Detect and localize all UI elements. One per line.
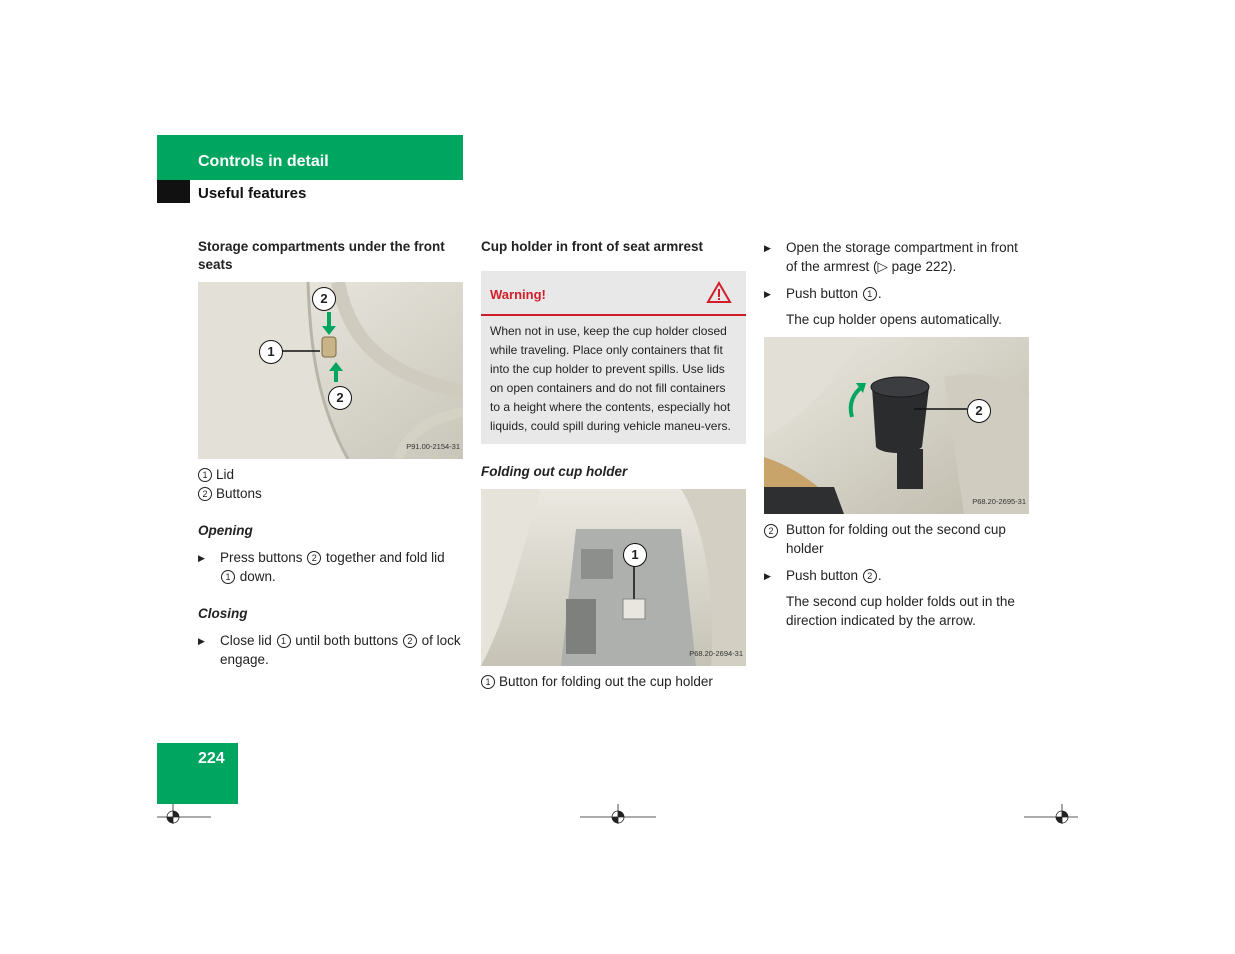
- warning-header: [481, 271, 746, 316]
- cupholder-figure: [481, 489, 746, 666]
- legend-item: 1 Lid: [198, 465, 463, 484]
- figure-code: P68.20-2694-31: [689, 649, 743, 658]
- legend-item: 2 Buttons: [198, 484, 463, 503]
- registration-mark-icon: [1024, 802, 1078, 824]
- step-push-button-1: ▶ Push button 1 .: [764, 284, 1029, 303]
- step-open-compartment: ▶ Open the storage compartment in front of the armrest (▷ page 222).: [764, 238, 1029, 276]
- closing-title: Closing: [198, 606, 248, 621]
- opening-title: Opening: [198, 523, 253, 538]
- callout-1: 1: [623, 543, 647, 567]
- callout-1: 1: [259, 340, 283, 364]
- registration-mark-icon: [580, 802, 656, 824]
- step-push-button-2: ▶ Push button 2 .: [764, 566, 1029, 585]
- warning-triangle-icon: [706, 281, 732, 304]
- cupholder-illustration: [764, 337, 1029, 514]
- storage-heading: Storage compartments under the front seats: [198, 239, 445, 272]
- armrest-illustration: [481, 489, 746, 666]
- registration-mark-icon: [157, 802, 211, 824]
- cupholder-heading: Cup holder in front of seat armrest: [481, 239, 704, 254]
- closing-step: ▶ Close lid 1 until both buttons 2 of lock engage.: [198, 631, 463, 669]
- second-cupholder-legend: 2 Button for folding out the second cup holder: [764, 520, 1029, 558]
- cupholder-legend: 1 Button for folding out the cup holder: [481, 672, 746, 691]
- callout-2: 2: [967, 399, 991, 423]
- second-cupholder-figure: [764, 337, 1029, 514]
- result-folds-out: The second cup holder folds out in the direction indicated by the arrow.: [786, 594, 1015, 628]
- result-opens: The cup holder opens automatically.: [786, 312, 1002, 327]
- storage-figure: [198, 282, 463, 459]
- page-number: 224: [198, 750, 225, 767]
- folding-title: Folding out cup holder: [481, 464, 628, 479]
- figure-code: P91.00-2154-31: [406, 442, 460, 451]
- callout-2-bottom: 2: [328, 386, 352, 410]
- warning-box: [481, 271, 746, 444]
- column-storage: [198, 238, 463, 669]
- section-title: Controls in detail: [198, 153, 329, 170]
- opening-step: ▶ Press buttons 2 together and fold lid 1 down.: [198, 548, 463, 586]
- callout-2-top: 2: [312, 287, 336, 311]
- warning-text: When not in use, keep the cup holder closed while traveling. Place only containers that fit into the cup holder to prevent spills. Use lids on open containers and do not fill containers to a height where the contents, especially hot liquids, could spill during vehicle maneu-vers.: [490, 324, 731, 433]
- warning-title: Warning!: [490, 287, 546, 302]
- storage-legend: [198, 465, 463, 503]
- column-steps: [764, 238, 1029, 630]
- figure-code: P68.20-2695-31: [972, 497, 1026, 506]
- header-marker: [157, 180, 190, 203]
- column-cupholder: [481, 238, 746, 691]
- subsection-title: Useful features: [198, 185, 307, 202]
